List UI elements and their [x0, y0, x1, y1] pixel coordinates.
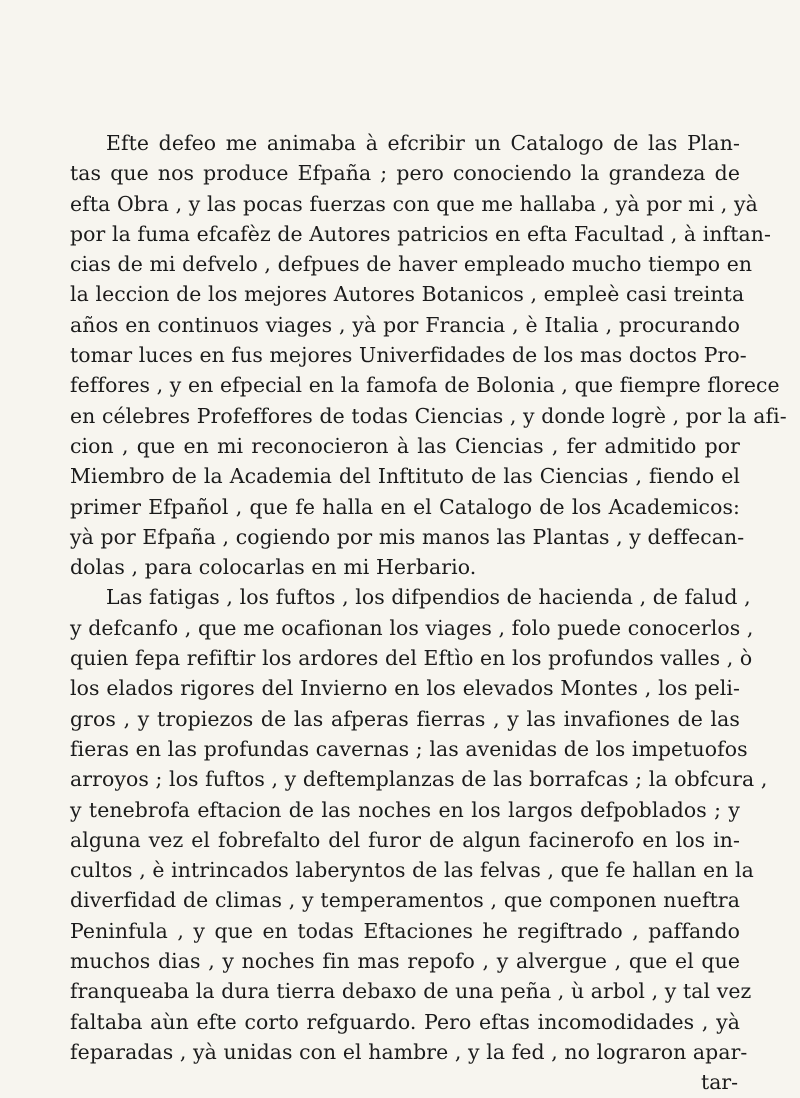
text-line: quien fepa refiftir los ardores del Eftìo en los profundos valles , ò: [70, 646, 753, 671]
text-line: feparadas , yà unidas con el hambre , y la fed , no lograron apar-: [70, 1039, 748, 1064]
text-line: años en continuos viages , yà por Francia , è Italia , procurando: [70, 312, 740, 337]
text-line: cion , que en mi reconocieron à las Ciencias , fer admitido por: [70, 433, 740, 458]
text-line: tas que nos produce Efpaña ; pero conociendo la grandeza de: [70, 161, 740, 186]
catchword: tar-: [701, 1070, 738, 1095]
text-line: y defcanfo , que me ocafionan los viages , folo puede conocerlos ,: [70, 615, 754, 640]
text-line: cias de mi defvelo , defpues de haver empleado mucho tiempo en: [70, 252, 753, 277]
text-line: efta Obra , y las pocas fuerzas con que me hallaba , yà por mi , yà: [70, 191, 758, 216]
text-line: por la fuma efcafèz de Autores patricios en efta Facultad , à inftan-: [70, 221, 772, 246]
text-line: feffores , y en efpecial en la famofa de Bolonia , que fiempre florece: [70, 373, 780, 398]
text-line: en célebres Profeffores de todas Ciencias , y donde logrè , por la afi-: [70, 403, 787, 428]
text-line: muchos dias , y noches fin mas repofo , y alvergue , que el que: [70, 949, 740, 974]
text-line: tomar luces en fus mejores Univerfidades de los mas doctos Pro-: [70, 343, 747, 368]
text-line: arroyos ; los fuftos , y deftemplanzas de las borrafcas ; la obfcura ,: [70, 767, 768, 792]
text-line: yà por Efpaña , cogiendo por mis manos las Plantas , y deffecan-: [70, 524, 745, 549]
text-line: alguna vez el fobrefalto del furor de algun facinerofo en los in-: [70, 827, 740, 852]
text-line: gros , y tropiezos de las afperas fierras , y las invafiones de las: [70, 706, 740, 731]
text-line: fieras en las profundas cavernas ; las avenidas de los impetuofos: [70, 736, 748, 761]
text-line: cultos , è intrincados laberyntos de las felvas , que fe hallan en la: [70, 858, 754, 883]
page-body: [70, 128, 787, 1098]
text-line: la leccion de los mejores Autores Botanicos , empleè casi treinta: [70, 282, 745, 307]
text-line: y tenebrofa eftacion de las noches en los largos defpoblados ; y: [70, 797, 740, 822]
text-line: Las fatigas , los fuftos , los difpendios de hacienda , de falud ,: [106, 585, 751, 610]
text-line: dolas , para colocarlas en mi Herbario.: [70, 555, 477, 580]
text-line: primer Efpañol , que fe halla en el Catalogo de los Academicos:: [70, 494, 740, 519]
text-line: diverfidad de climas , y temperamentos , que componen nueftra: [70, 888, 740, 913]
text-line: los elados rigores del Invierno en los elevados Montes , los peli-: [70, 676, 740, 701]
paragraph-text: [70, 128, 787, 1067]
text-line: franqueaba la dura tierra debaxo de una peña , ù arbol , y tal vez: [70, 979, 752, 1004]
text-line: Miembro de la Academia del Inftituto de las Ciencias , fiendo el: [70, 464, 740, 489]
text-line: faltaba aùn efte corto refguardo. Pero eftas incomodidades , yà: [70, 1009, 740, 1034]
text-line: Peninfula , y que en todas Eftaciones he regiftrado , paffando: [70, 918, 740, 943]
text-line: Efte defeo me animaba à efcribir un Catalogo de las Plan-: [106, 131, 740, 155]
